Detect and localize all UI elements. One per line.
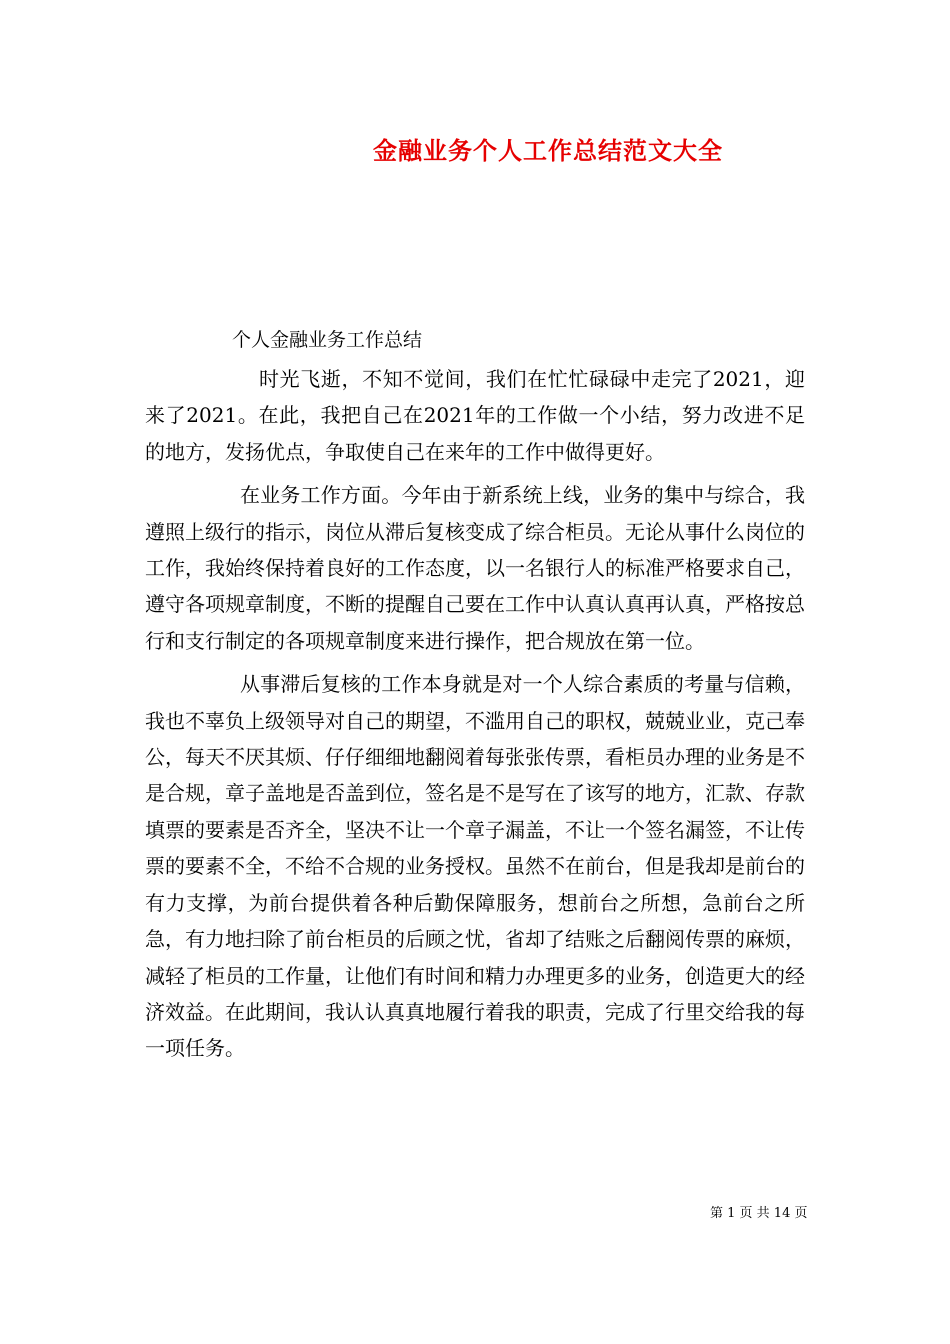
paragraph-business-work: 在业务工作方面。今年由于新系统上线，业务的集中与综合，我遵照上级行的指示，岗位从滞后复核变成了综合柜员。无论从事什么岗位的工作，我始终保持着良好的工作态度，以一名银行人的标准严格要求自己，遵守各项规章制度，不断的提醒自己要在工作中认真认真再认真，严格按总行和支行制定的各项规章制度来进行操作，把合规放在第一位。 [145,483,805,653]
document-title: 金融业务个人工作总结范文大全 [373,136,723,165]
document-body [145,361,805,1067]
paragraph-intro: 时光飞逝，不知不觉间，我们在忙忙碌碌中走完了2021，迎来了2021。在此，我把自己在2021年的工作做一个小结，努力改进不足的地方，发扬优点，争取使自己在来年的工作中做得更好。 [145,367,805,464]
paragraph-review-work: 从事滞后复核的工作本身就是对一个人综合素质的考量与信赖，我也不辜负上级领导对自己的期望，不滥用自己的职权，兢兢业业，克己奉公，每天不厌其烦、仔仔细细地翻阅着每张张传票，看柜员办理的业务是不是合规，章子盖地是否盖到位，签名是不是写在了该写的地方，汇款、存款填票的要素是否齐全，坚决不让一个章子漏盖，不让一个签名漏签，不让传票的要素不全，不给不合规的业务授权。虽然不在前台，但是我却是前台的有力支撑，为前台提供着各种后勤保障服务，想前台之所想，急前台之所急，有力地扫除了前台柜员的后顾之忧，省却了结账之后翻阅传票的麻烦，减轻了柜员的工作量，让他们有时间和精力办理更多的业务，创造更大的经济效益。在此期间，我认认真真地履行着我的职责，完成了行里交给我的每一项任务。 [145,672,805,1061]
section-subtitle: 个人金融业务工作总结 [232,329,423,351]
page-footer: 第 1 页 共 14 页 [710,1206,808,1221]
